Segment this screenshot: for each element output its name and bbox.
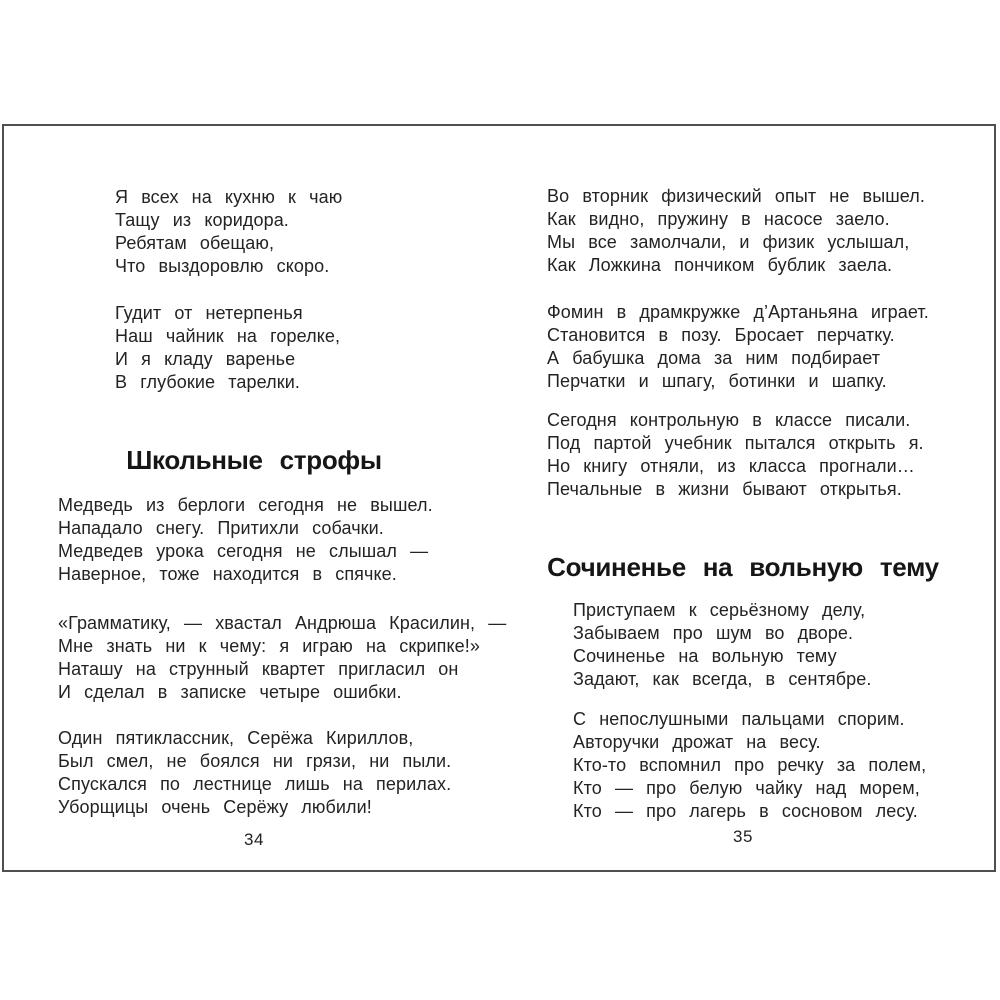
poem-line: Задают, как всегда, в сентябре.	[573, 669, 872, 689]
poem-line: Сочиненье на вольную тему	[573, 646, 837, 666]
poem-line: А бабушка дома за ним подбирает	[547, 348, 881, 368]
poem-line: Забываем про шум во дворе.	[573, 623, 854, 643]
poem-line: И я кладу варенье	[115, 349, 296, 369]
poem-stanza	[58, 727, 451, 819]
poem-stanza	[58, 612, 506, 704]
poem-stanza	[58, 494, 433, 586]
poem-line: Сегодня контрольную в классе писали.	[547, 410, 911, 430]
poem-line: В глубокие тарелки.	[115, 372, 300, 392]
poem-line: Кто-то вспомнил про речку за полем,	[573, 755, 927, 775]
poem-line: Мне знать ни к чему: я играю на скрипке!»	[58, 636, 480, 656]
poem-line: Приступаем к серьёзному делу,	[573, 600, 866, 620]
poem-line: Перчатки и шпагу, ботинки и шапку.	[547, 371, 887, 391]
poem-line: «Грамматику, — хвастал Андрюша Красилин, —	[58, 613, 507, 633]
poem-line: Медведь из берлоги сегодня не вышел.	[58, 495, 433, 515]
poem-line: Что выздоровлю скоро.	[115, 256, 330, 276]
poem-line: Один пятиклассник, Серёжа Кириллов,	[58, 728, 414, 748]
poem-line: Но книгу отняли, из класса прогнали…	[547, 456, 915, 476]
poem-stanza	[547, 185, 925, 277]
poem-line: Тащу из коридора.	[115, 210, 289, 230]
poem-stanza	[115, 302, 340, 394]
poem-stanza	[547, 409, 924, 501]
poem-line: Во вторник физический опыт не вышел.	[547, 186, 926, 206]
poem-line: Уборщицы очень Серёжу любили!	[58, 797, 372, 817]
poem-line: Мы все замолчали, и физик услышал,	[547, 232, 910, 252]
page-frame	[2, 124, 996, 872]
poem-stanza	[547, 301, 929, 393]
page-number-left: 34	[244, 830, 264, 849]
poem-stanza	[573, 708, 926, 823]
poem-line: Фомин в драмкружке д’Артаньяна играет.	[547, 302, 929, 322]
poem-line: Наташу на струнный квартет пригласил он	[58, 659, 459, 679]
poem-line: С непослушными пальцами спорим.	[573, 709, 905, 729]
poem-stanza	[573, 599, 872, 691]
poem-line: Медведев урока сегодня не слышал —	[58, 541, 429, 561]
poem-line: Авторучки дрожат на весу.	[573, 732, 821, 752]
page-number-right: 35	[733, 827, 753, 846]
poem-line: Ребятам обещаю,	[115, 233, 275, 253]
poem-line: Печальные в жизни бывают открытья.	[547, 479, 902, 499]
poem-line: Кто — про лагерь в сосновом лесу.	[573, 801, 918, 821]
poem-line: Как Ложкина пончиком бублик заела.	[547, 255, 893, 275]
poem-line: Спускался по лестнице лишь на перилах.	[58, 774, 452, 794]
poem-title-sochinenye-na-volnuyu-temu: Сочиненье на вольную тему	[547, 552, 939, 582]
poem-line: Наверное, тоже находится в спячке.	[58, 564, 397, 584]
poem-line: Я всех на кухню к чаю	[115, 187, 343, 207]
poem-line: Как видно, пружину в насосе заело.	[547, 209, 890, 229]
poem-line: Наш чайник на горелке,	[115, 326, 341, 346]
poem-line: Был смел, не боялся ни грязи, ни пыли.	[58, 751, 452, 771]
poem-line: Под партой учебник пытался открыть я.	[547, 433, 924, 453]
poem-line: Нападало снегу. Притихли собачки.	[58, 518, 384, 538]
poem-stanza	[115, 186, 342, 278]
poem-line: Кто — про белую чайку над морем,	[573, 778, 920, 798]
poem-title-shkolnye-strofy: Школьные строфы	[126, 445, 382, 475]
poem-line: Гудит от нетерпенья	[115, 303, 303, 323]
poem-line: Становится в позу. Бросает перчатку.	[547, 325, 895, 345]
poem-line: И сделал в записке четыре ошибки.	[58, 682, 402, 702]
